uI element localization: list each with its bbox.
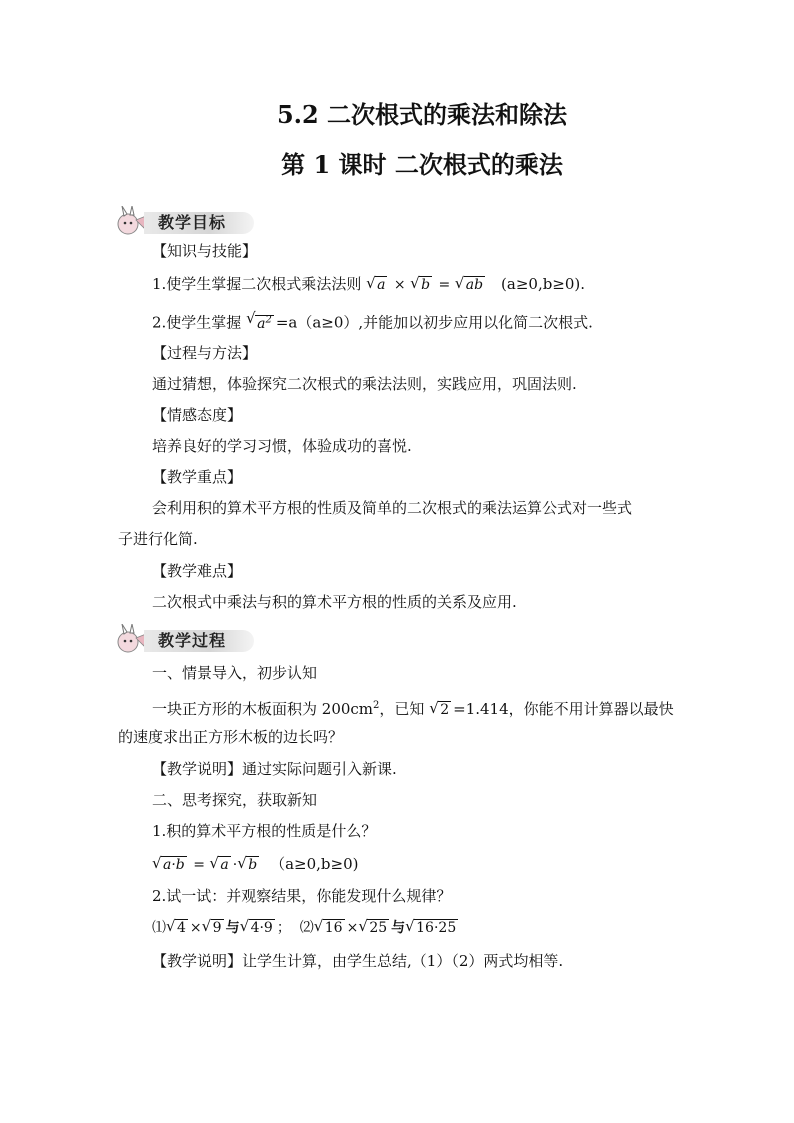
item-label: ⑵ (299, 920, 314, 936)
sqrt-symbol: √ (405, 917, 415, 935)
knowledge-item-1 (152, 273, 585, 296)
question-1: 1.积的算术平方根的性质是什么？ (152, 822, 377, 840)
radicand: ab (465, 277, 484, 293)
sqrt-symbol: √ (313, 917, 324, 935)
sqrt-symbol: √ (237, 854, 247, 872)
radicand: 2 (440, 702, 450, 718)
method-text: 通过猜想，体验探究二次根式的乘法法则，实践应用，巩固法则. (152, 375, 577, 393)
sqrt-symbol: √ (166, 917, 176, 935)
lesson-subtitle: 第 1 课时 二次根式的乘法 (281, 150, 563, 179)
teaching-note-2: 【教学说明】让学生计算，由学生总结,（1）（2）两式均相等. (152, 952, 564, 970)
text: 2.使学生掌握 (152, 313, 242, 332)
equals-symbol: = (193, 857, 205, 873)
radicand: 4 (177, 920, 186, 936)
section-title: 教学过程 (158, 631, 227, 650)
sqrt-symbol: √ (246, 309, 256, 327)
problem-text-line2: 的速度求出正方形木板的边长吗？ (118, 728, 344, 746)
text: ，已知 (379, 700, 425, 718)
difficulty-text: 二次根式中乘法与积的算术平方根的性质的关系及应用. (152, 593, 517, 611)
formula (366, 274, 491, 293)
formula (429, 699, 451, 721)
sqrt-symbol: √ (152, 854, 162, 872)
condition: (a≥0,b≥0). (501, 275, 586, 293)
product-rule-formula: √ a·b = √ a · √ b （a≥0,b≥0) (152, 854, 359, 873)
text: 一块正方形的木板面积为 200cm (152, 700, 374, 718)
heading-method: 【过程与方法】 (152, 344, 258, 362)
text: 与 (391, 920, 406, 936)
page-title: 5.2 二次根式的乘法和除法 (276, 100, 568, 129)
sqrt-symbol: √ (201, 917, 212, 935)
formula (246, 309, 274, 335)
text: 与 (225, 920, 240, 936)
separator: ； (276, 920, 296, 936)
heading-key: 【教学重点】 (152, 468, 243, 486)
radicand: 16·25 (416, 920, 457, 936)
question-2: 2.试一试：并观察结果，你能发现什么规律？ (152, 887, 452, 905)
problem-text-line1 (152, 695, 674, 721)
times-symbol: × (346, 920, 359, 936)
radicand: 16 (324, 920, 343, 936)
radicand: b (421, 277, 431, 293)
heading-difficulty: 【教学难点】 (152, 562, 243, 580)
sqrt-symbol: √ (209, 854, 219, 872)
exponent: 2 (265, 314, 272, 325)
key-text-line2: 子进行化简. (118, 530, 198, 548)
key-text-line1: 会利用积的算术平方根的性质及简单的二次根式的乘法运算公式对一些式 (152, 499, 633, 517)
section1-heading: 一、情景导入，初步认知 (152, 664, 318, 682)
section2-heading: 二、思考探究，获取新知 (152, 791, 318, 809)
sqrt-symbol: √ (366, 274, 376, 292)
section-banner-process (116, 624, 256, 654)
equals-symbol: = (438, 277, 451, 293)
item-label: ⑴ (152, 920, 166, 936)
sqrt-symbol: √ (454, 274, 465, 292)
radicand: a (377, 277, 386, 293)
section-title: 教学目标 (158, 213, 227, 232)
text: =1.414，你能不用计算器以最快 (453, 700, 674, 718)
text: =a（a≥0）,并能加以初步应用以化简二次根式. (275, 313, 593, 332)
sqrt-symbol: √ (239, 917, 250, 935)
radicand: b (248, 857, 258, 873)
base: a (257, 315, 266, 332)
sqrt-symbol: √ (410, 274, 420, 292)
times-symbol: × (189, 920, 202, 936)
sqrt-symbol: √ (429, 699, 439, 717)
trial-expressions (152, 917, 460, 939)
emotion-text: 培养良好的学习习惯，体验成功的喜悦. (152, 437, 412, 455)
sqrt-symbol: √ (358, 917, 368, 935)
condition: （a≥0,b≥0) (270, 855, 359, 873)
section-banner-goals (116, 206, 256, 236)
radicand: a·b (163, 857, 185, 873)
radicand: 4·9 (250, 920, 273, 936)
radicand (255, 315, 274, 332)
knowledge-item-2 (152, 309, 593, 335)
radicand: 9 (212, 920, 222, 936)
exponent: 2 (373, 700, 380, 711)
times-symbol: × (393, 277, 406, 293)
radicand: a (220, 857, 229, 873)
radicand: 25 (369, 920, 388, 936)
heading-emotion: 【情感态度】 (152, 406, 243, 424)
text: 1.使学生掌握二次根式乘法法则 (152, 275, 362, 293)
heading-knowledge: 【知识与技能】 (152, 242, 258, 260)
teaching-note-1: 【教学说明】通过实际问题引入新课. (152, 760, 397, 778)
